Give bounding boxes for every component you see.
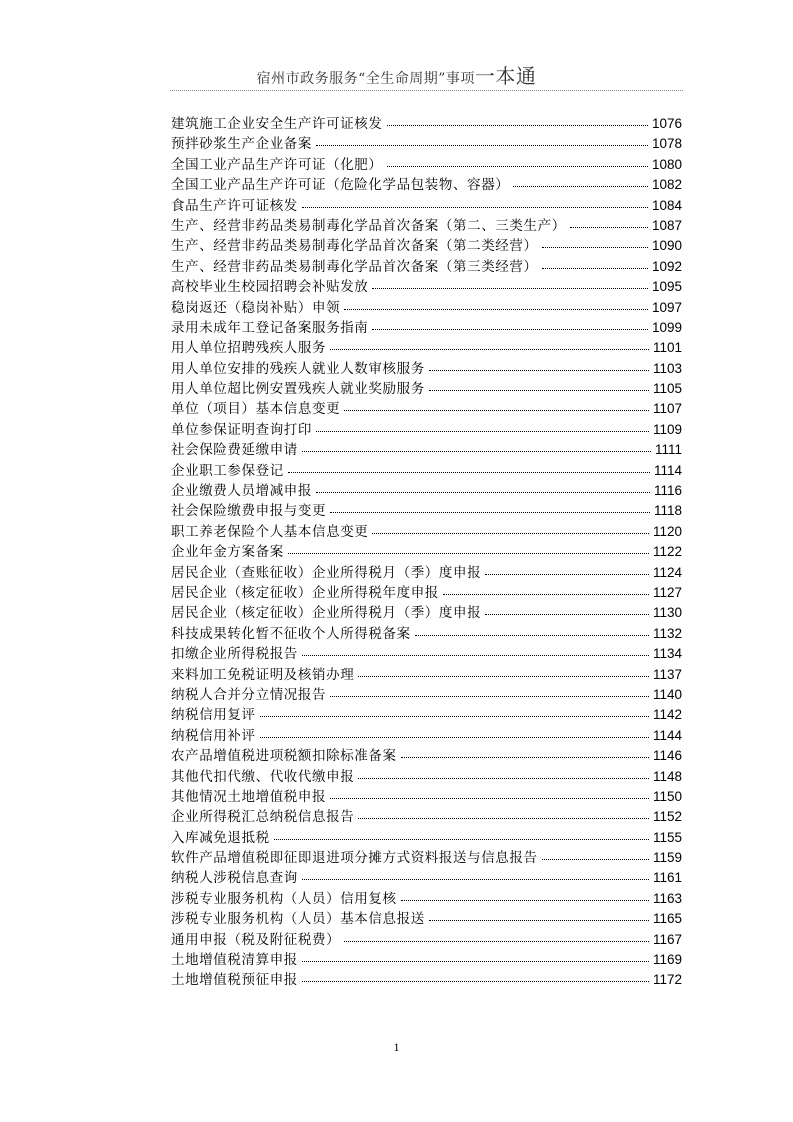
toc-dot-leader xyxy=(401,887,649,901)
toc-entry[interactable] xyxy=(171,399,682,419)
toc-dot-leader xyxy=(443,581,649,595)
toc-entry-page: 1109 xyxy=(652,421,682,437)
toc-dot-leader xyxy=(372,520,649,534)
toc-dot-leader xyxy=(288,540,649,554)
toc-dot-leader xyxy=(429,377,649,391)
toc-entry[interactable] xyxy=(171,501,682,521)
toc-entry[interactable] xyxy=(171,787,682,807)
toc-dot-leader xyxy=(302,438,651,452)
toc-entry-page: 1101 xyxy=(652,340,682,356)
header-title xyxy=(256,64,537,88)
toc-entry-title: 居民企业（查账征收）企业所得税月（季）度申报 xyxy=(171,564,482,581)
toc-dot-leader xyxy=(316,132,648,146)
toc-entry-title: 涉税专业服务机构（人员）基本信息报送 xyxy=(171,911,425,928)
toc-dot-leader xyxy=(415,622,649,636)
toc-entry[interactable] xyxy=(171,298,682,318)
toc-entry-title: 纳税人涉税信息查询 xyxy=(171,870,298,887)
toc-entry-page: 1103 xyxy=(652,360,682,376)
toc-entry-title: 企业职工参保登记 xyxy=(171,462,284,479)
toc-entry-title: 社会保险费延缴申请 xyxy=(171,442,298,459)
toc-entry-title: 生产、经营非药品类易制毒化学品首次备案（第二类经营） xyxy=(171,238,538,255)
toc-entry-page: 1095 xyxy=(651,279,682,295)
toc-entry-title: 企业所得税汇总纳税信息报告 xyxy=(171,809,355,826)
toc-entry-title: 全国工业产品生产许可证（化肥） xyxy=(171,156,383,173)
toc-entry[interactable] xyxy=(171,216,682,236)
toc-dot-leader xyxy=(302,968,649,982)
toc-dot-leader xyxy=(302,194,648,208)
toc-dot-leader xyxy=(401,744,649,758)
toc-entry[interactable] xyxy=(171,603,682,623)
toc-entry[interactable] xyxy=(171,563,682,583)
toc-entry-title: 生产、经营非药品类易制毒化学品首次备案（第三类经营） xyxy=(171,258,538,275)
toc-entry-page: 1082 xyxy=(651,177,682,193)
toc-entry-page: 1111 xyxy=(654,442,682,458)
toc-entry[interactable] xyxy=(171,277,682,297)
toc-entry-page: 1114 xyxy=(653,462,682,478)
toc-entry-page: 1124 xyxy=(652,564,682,580)
toc-entry-page: 1169 xyxy=(652,952,682,968)
toc-entry-title: 用人单位超比例安置残疾人就业奖励服务 xyxy=(171,381,425,398)
toc-dot-leader xyxy=(260,703,649,717)
toc-dot-leader xyxy=(387,153,648,167)
toc-entry-title: 居民企业（核定征收）企业所得税月（季）度申报 xyxy=(171,605,482,622)
toc-entry-page: 1122 xyxy=(652,544,682,560)
toc-entry-page: 1120 xyxy=(652,523,682,539)
toc-entry-title: 涉税专业服务机构（人员）信用复核 xyxy=(171,890,397,907)
toc-dot-leader xyxy=(288,459,650,473)
toc-entry[interactable] xyxy=(171,481,682,501)
toc-dot-leader xyxy=(316,479,650,493)
toc-dot-leader xyxy=(302,948,649,962)
toc-entry[interactable] xyxy=(171,868,682,888)
toc-dot-leader xyxy=(542,234,648,248)
toc-entry-page: 1134 xyxy=(652,646,682,662)
toc-entry[interactable] xyxy=(171,134,682,154)
toc-entry-page: 1155 xyxy=(652,829,682,845)
toc-entry[interactable] xyxy=(171,950,682,970)
toc-entry-page: 1163 xyxy=(652,890,682,906)
toc-dot-leader xyxy=(429,907,649,921)
toc-entry-title: 录用未成年工登记备案服务指南 xyxy=(171,319,369,336)
toc-entry-title: 其他代扣代缴、代收代缴申报 xyxy=(171,768,355,785)
toc-entry-page: 1084 xyxy=(651,197,682,213)
toc-dot-leader xyxy=(344,928,649,942)
toc-entry[interactable] xyxy=(171,705,682,725)
toc-entry[interactable] xyxy=(171,644,682,664)
toc-dot-leader xyxy=(513,173,648,187)
toc-entry-title: 稳岗返还（稳岗补贴）申领 xyxy=(171,299,341,316)
toc-entry-title: 居民企业（核定征收）企业所得税年度申报 xyxy=(171,584,439,601)
toc-entry-page: 1105 xyxy=(652,381,682,397)
toc-dot-leader xyxy=(330,785,649,799)
toc-entry[interactable] xyxy=(171,970,682,990)
toc-entry-page: 1137 xyxy=(652,666,682,682)
toc-entry[interactable] xyxy=(171,583,682,603)
toc-entry-page: 1099 xyxy=(651,319,682,335)
toc-entry-title: 企业缴费人员增减申报 xyxy=(171,483,312,500)
toc-dot-leader xyxy=(570,214,648,228)
toc-entry[interactable] xyxy=(171,420,682,440)
toc-dot-leader xyxy=(330,683,649,697)
toc-dot-leader xyxy=(542,846,649,860)
toc-entry-title: 单位（项目）基本信息变更 xyxy=(171,401,341,418)
toc-entry-page: 1097 xyxy=(651,299,682,315)
toc-entry-title: 科技成果转化暂不征收个人所得税备案 xyxy=(171,625,411,642)
toc-entry[interactable] xyxy=(171,665,682,685)
table-of-contents xyxy=(171,114,682,991)
toc-entry-title: 纳税人合并分立情况报告 xyxy=(171,686,327,703)
toc-entry-page: 1118 xyxy=(653,503,682,519)
toc-dot-leader xyxy=(344,397,649,411)
toc-entry-page: 1127 xyxy=(652,584,682,600)
toc-entry[interactable] xyxy=(171,257,682,277)
toc-entry-page: 1148 xyxy=(652,768,682,784)
toc-entry-title: 食品生产许可证核发 xyxy=(171,197,298,214)
toc-dot-leader xyxy=(372,275,648,289)
toc-entry[interactable] xyxy=(171,440,682,460)
toc-entry-page: 1146 xyxy=(652,748,682,764)
toc-entry-title: 通用申报（税及附征税费） xyxy=(171,931,341,948)
toc-entry[interactable] xyxy=(171,175,682,195)
toc-entry[interactable] xyxy=(171,767,682,787)
toc-entry[interactable] xyxy=(171,624,682,644)
toc-entry-title: 来料加工免税证明及核销办理 xyxy=(171,666,355,683)
toc-entry-page: 1172 xyxy=(652,972,682,988)
toc-entry-page: 1167 xyxy=(652,931,682,947)
toc-entry-page: 1150 xyxy=(652,788,682,804)
toc-entry[interactable] xyxy=(171,542,682,562)
toc-entry[interactable] xyxy=(171,196,682,216)
page-header xyxy=(0,60,793,90)
toc-entry-page: 1144 xyxy=(652,727,682,743)
toc-dot-leader xyxy=(485,601,649,615)
toc-entry-page: 1132 xyxy=(652,625,682,641)
toc-entry-page: 1161 xyxy=(652,870,682,886)
toc-dot-leader xyxy=(372,316,648,330)
toc-entry-title: 用人单位招聘残疾人服务 xyxy=(171,340,327,357)
toc-entry[interactable] xyxy=(171,848,682,868)
toc-dot-leader xyxy=(330,336,649,350)
toc-entry-page: 1116 xyxy=(653,483,682,499)
toc-entry-page: 1130 xyxy=(652,605,682,621)
toc-entry[interactable] xyxy=(171,236,682,256)
toc-entry-page: 1087 xyxy=(651,217,682,233)
toc-dot-leader xyxy=(485,561,649,575)
toc-dot-leader xyxy=(542,255,648,269)
toc-entry-page: 1090 xyxy=(651,238,682,254)
toc-entry-title: 纳税信用复评 xyxy=(171,707,256,724)
toc-entry[interactable] xyxy=(171,379,682,399)
toc-entry-page: 1080 xyxy=(651,156,682,172)
toc-entry[interactable] xyxy=(171,807,682,827)
toc-dot-leader xyxy=(358,765,649,779)
toc-dot-leader xyxy=(302,642,649,656)
toc-dot-leader xyxy=(358,805,649,819)
toc-entry-page: 1140 xyxy=(652,686,682,702)
toc-entry-title: 其他情况土地增值税申报 xyxy=(171,788,327,805)
toc-entry-title: 职工养老保险个人基本信息变更 xyxy=(171,523,369,540)
toc-entry[interactable] xyxy=(171,359,682,379)
toc-dot-leader xyxy=(274,826,649,840)
toc-entry[interactable] xyxy=(171,522,682,542)
toc-entry-title: 用人单位安排的残疾人就业人数审核服务 xyxy=(171,360,425,377)
toc-entry[interactable] xyxy=(171,909,682,929)
toc-entry-title: 企业年金方案备案 xyxy=(171,544,284,561)
toc-entry[interactable] xyxy=(171,155,682,175)
toc-entry[interactable] xyxy=(171,461,682,481)
toc-entry-title: 软件产品增值税即征即退进项分摊方式资料报送与信息报告 xyxy=(171,850,538,867)
toc-entry-page: 1092 xyxy=(651,258,682,274)
page-number: 1 xyxy=(393,1040,400,1054)
toc-dot-leader xyxy=(429,357,649,371)
toc-entry-page: 1076 xyxy=(651,116,682,131)
toc-entry-title: 土地增值税清算申报 xyxy=(171,952,298,969)
toc-entry-title: 高校毕业生校园招聘会补贴发放 xyxy=(171,279,369,296)
header-title-prefix: 宿州市政务服务“全生命周期”事项 xyxy=(256,71,475,87)
toc-entry[interactable] xyxy=(171,889,682,909)
toc-entry[interactable] xyxy=(171,685,682,705)
toc-entry-title: 纳税信用补评 xyxy=(171,727,256,744)
toc-entry-page: 1142 xyxy=(652,707,682,723)
toc-entry[interactable] xyxy=(171,318,682,338)
toc-entry-title: 全国工业产品生产许可证（危险化学品包装物、容器） xyxy=(171,177,510,194)
toc-entry[interactable] xyxy=(171,338,682,358)
toc-entry-title: 预拌砂浆生产企业备案 xyxy=(171,136,312,153)
toc-entry-title: 土地增值税预征申报 xyxy=(171,972,298,989)
toc-entry-title: 社会保险缴费申报与变更 xyxy=(171,503,327,520)
toc-dot-leader xyxy=(260,724,649,738)
toc-entry-title: 生产、经营非药品类易制毒化学品首次备案（第二、三类生产） xyxy=(171,217,566,234)
toc-entry-page: 1152 xyxy=(652,809,682,825)
toc-entry-title: 入库减免退抵税 xyxy=(171,829,270,846)
toc-dot-leader xyxy=(302,866,649,880)
toc-entry-title: 建筑施工企业安全生产许可证核发 xyxy=(171,116,383,132)
toc-entry-page: 1165 xyxy=(652,911,682,927)
toc-entry-title: 单位参保证明查询打印 xyxy=(171,421,312,438)
toc-entry[interactable] xyxy=(171,930,682,950)
toc-dot-leader xyxy=(330,499,650,513)
toc-entry-page: 1078 xyxy=(651,136,682,152)
toc-dot-leader xyxy=(358,663,649,677)
toc-entry[interactable] xyxy=(171,114,682,134)
toc-entry[interactable] xyxy=(171,726,682,746)
header-divider xyxy=(170,90,683,91)
toc-entry[interactable] xyxy=(171,746,682,766)
toc-entry[interactable] xyxy=(171,828,682,848)
toc-entry-title: 扣缴企业所得税报告 xyxy=(171,646,298,663)
toc-dot-leader xyxy=(387,112,648,126)
toc-entry-page: 1159 xyxy=(652,850,682,866)
toc-dot-leader xyxy=(316,418,649,432)
toc-entry-title: 农产品增值税进项税额扣除标准备案 xyxy=(171,748,397,765)
toc-dot-leader xyxy=(344,296,648,310)
toc-entry-page: 1107 xyxy=(652,401,682,417)
header-title-suffix: 一本通 xyxy=(474,64,537,88)
